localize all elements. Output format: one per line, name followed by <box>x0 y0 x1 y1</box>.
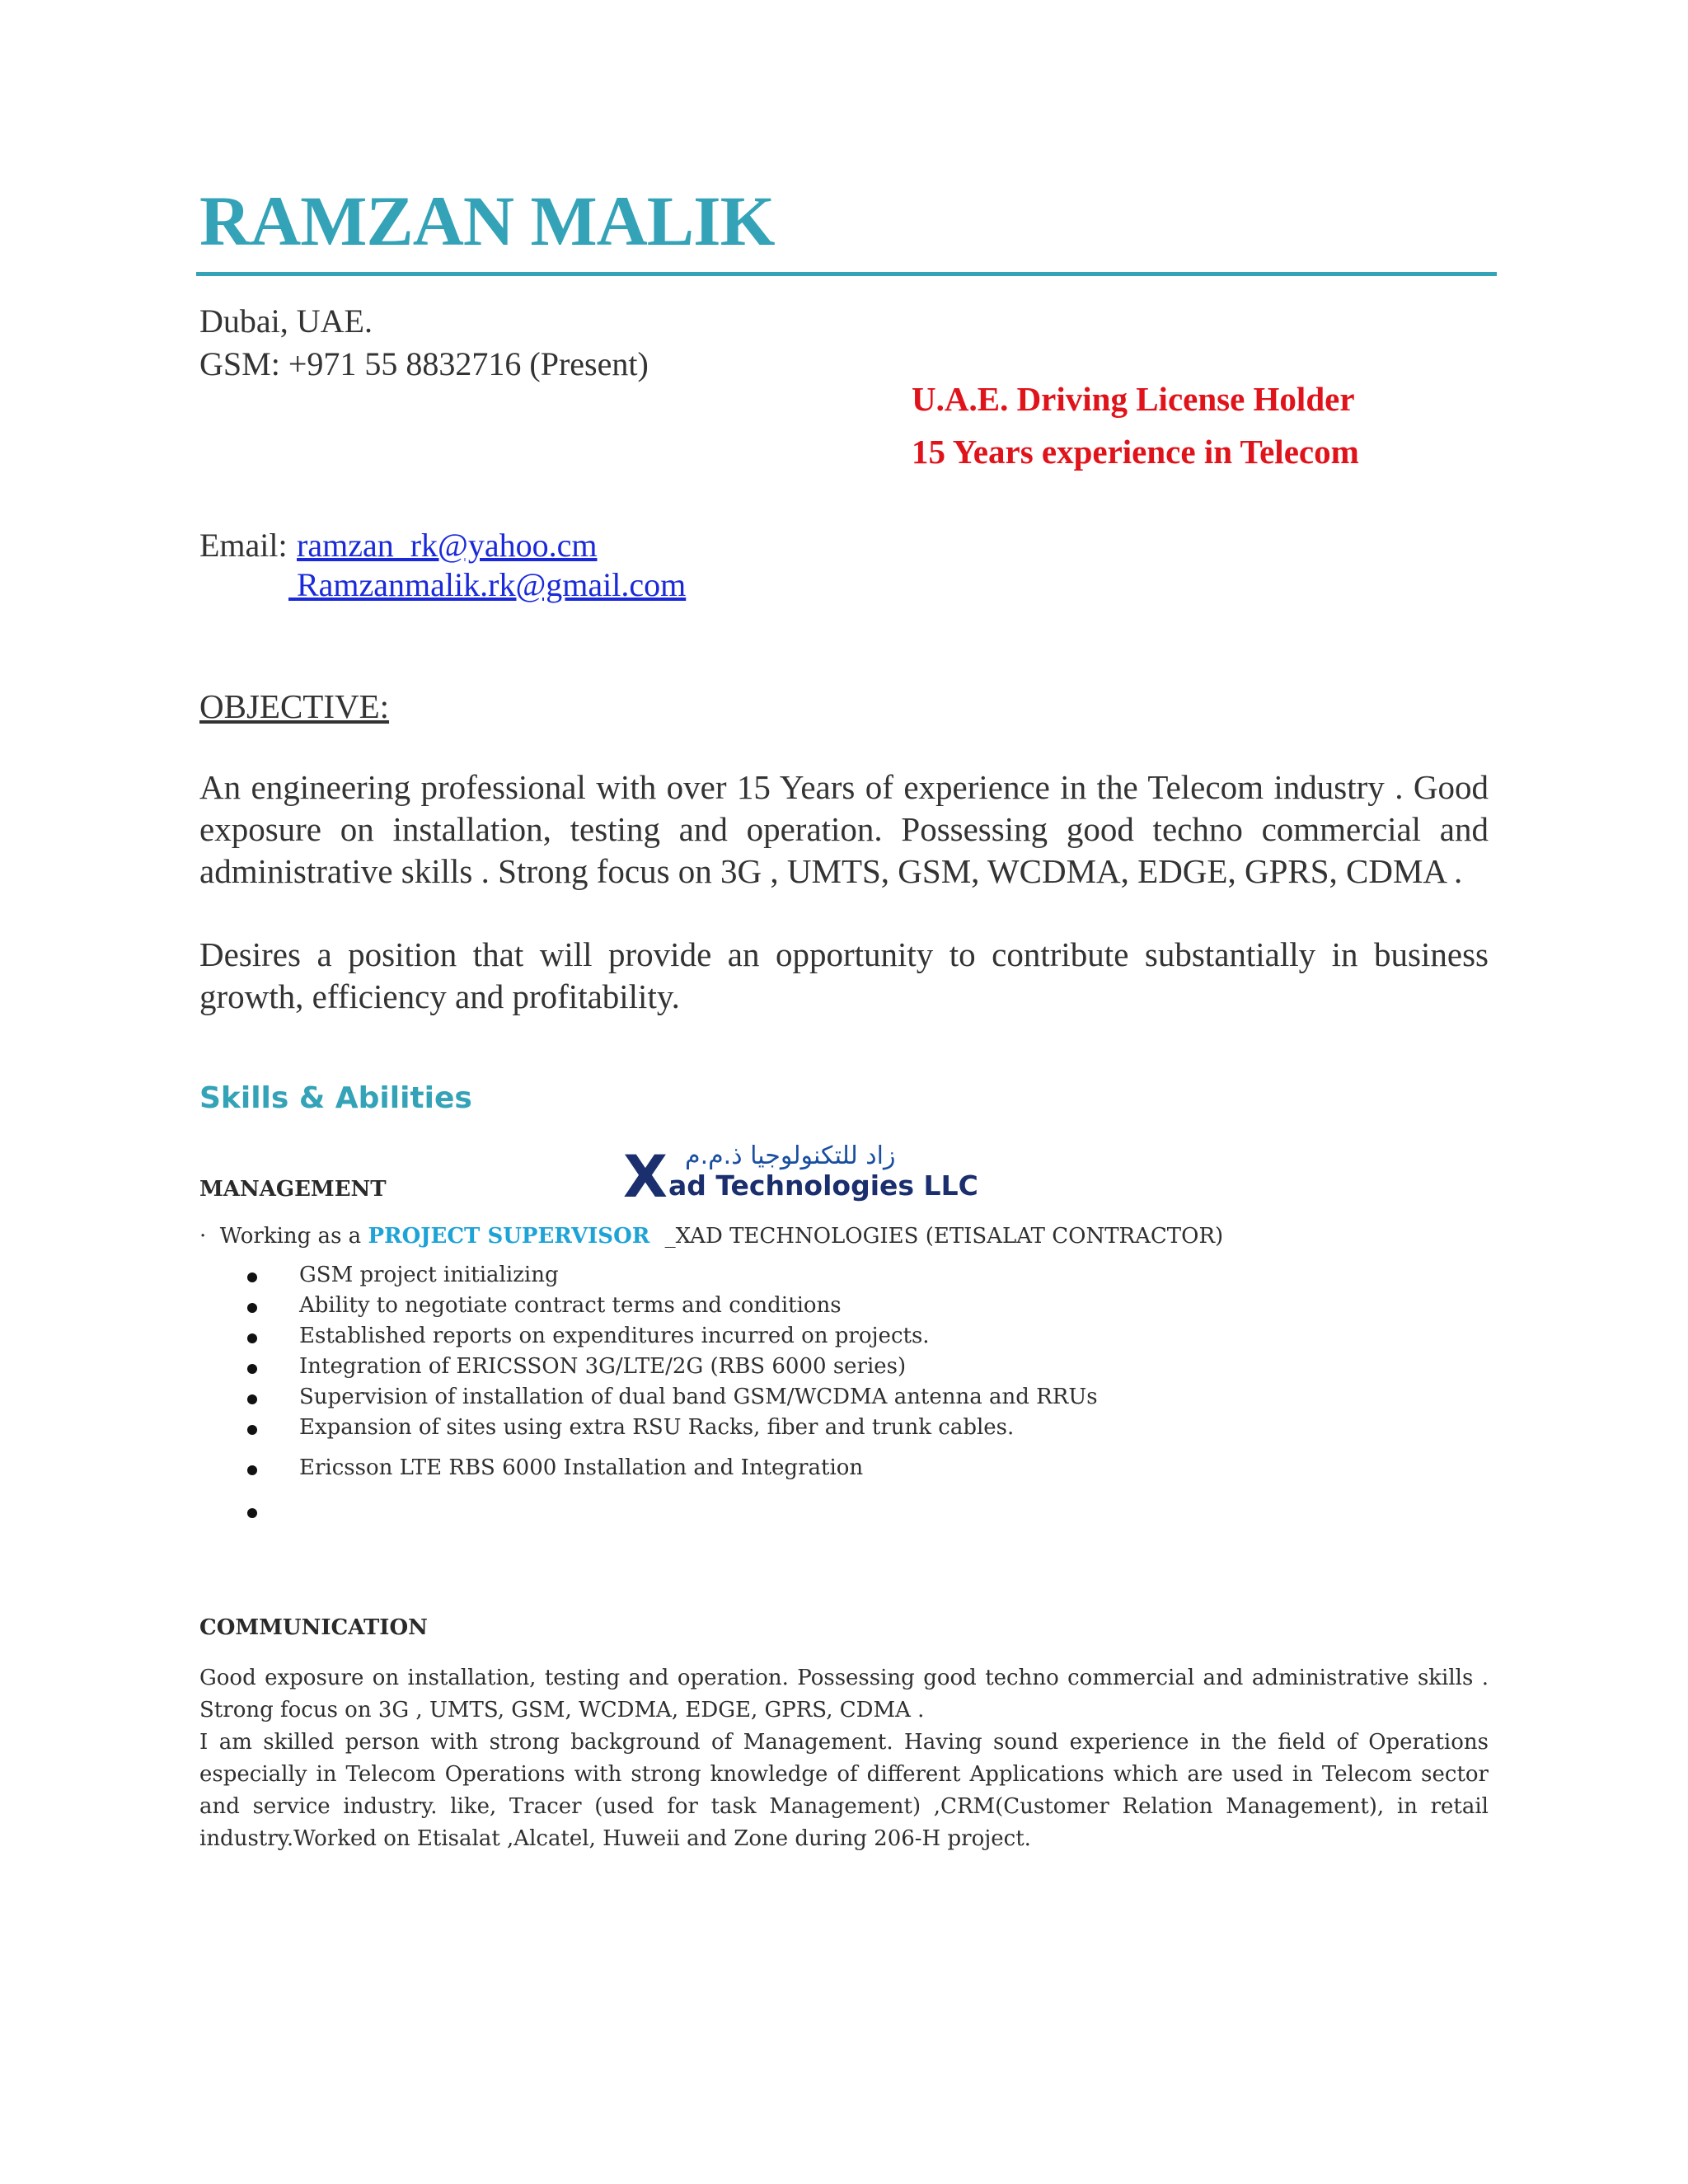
management-heading: MANAGEMENT <box>199 1177 387 1202</box>
skills-heading: Skills & Abilities <box>199 1081 472 1115</box>
current-role-line <box>199 1224 1223 1249</box>
logo-english-text: ad Technologies LLC <box>668 1169 978 1202</box>
objective-heading: OBJECTIVE: <box>199 687 390 725</box>
communication-text <box>199 1662 1489 1855</box>
list-item: Supervision of installation of dual band GSM/WCDMA antenna and RRUs <box>247 1385 1098 1415</box>
list-item: Expansion of sites using extra RSU Racks, fiber and trunk cables. <box>247 1415 1098 1455</box>
email-label: Email: <box>199 527 288 564</box>
communication-heading: COMMUNICATION <box>199 1615 428 1640</box>
logo-x-mark: X <box>623 1143 668 1211</box>
logo-arabic-text: زاد للتكنولوجيا ذ.م.م <box>685 1141 896 1170</box>
communication-paragraph: Good exposure on installation, testing and operation. Possessing good techno commercial and administrative skills . Strong focus on 3G , UMTS, GSM, WCDMA, EDGE, GPRS, CDMA . <box>199 1666 1489 1722</box>
header-divider <box>196 272 1497 276</box>
xad-technologies-logo <box>623 1139 978 1211</box>
list-item: Integration of ERICSSON 3G/LTE/2G (RBS 6000 series) <box>247 1354 1098 1385</box>
list-item: Ericsson LTE RBS 6000 Installation and Integration <box>247 1455 1098 1498</box>
role-company: _XAD TECHNOLOGIES (ETISALAT CONTRACTOR) <box>664 1224 1224 1249</box>
list-item <box>247 1498 1098 1529</box>
communication-background-paragraph: I am skilled person with strong background of Management. Having sound experience in the field of Operations especially in Telecom Operations with strong knowledge of different Applications which are used in Telecom sector and service industry. like, Tracer (used for task Management) ,CRM(Customer Relation Management), in retail industry.Worked on Etisalat ,Alcatel, Huweii and Zone during 206-H project. <box>199 1730 1489 1851</box>
objective-paragraph: An engineering professional with over 15 Years of experience in the Telecom industry . Good exposure on installation, testing and operation. Possessing good techno commercial and administrative skills . Strong focus on 3G , UMTS, GSM, WCDMA, EDGE, GPRS, CDMA . <box>199 768 1489 890</box>
email-link-gmail[interactable]: Ramzanmalik.rk@gmail.com <box>288 566 687 603</box>
license-highlight: U.A.E. Driving License Holder <box>912 380 1355 418</box>
role-bullet: · <box>199 1224 220 1249</box>
objective-goal-paragraph: Desires a position that will provide an opportunity to contribute substantially in business growth, efficiency and profitability. <box>199 935 1489 1015</box>
role-title: PROJECT SUPERVISOR <box>368 1224 650 1249</box>
list-item: Established reports on expenditures incurred on projects. <box>247 1324 1098 1354</box>
email-link-yahoo[interactable]: ramzan_rk@yahoo.cm <box>297 527 598 564</box>
phone-text: GSM: +971 55 8832716 (Present) <box>199 345 649 382</box>
location-text: Dubai, UAE. <box>199 302 373 340</box>
experience-highlight: 15 Years experience in Telecom <box>912 433 1359 471</box>
management-bullet-list <box>247 1263 1098 1529</box>
list-item: GSM project initializing <box>247 1263 1098 1293</box>
list-item: Ability to negotiate contract terms and conditions <box>247 1293 1098 1324</box>
candidate-name: RAMZAN MALIK <box>199 181 775 260</box>
role-prefix: Working as a <box>219 1224 362 1249</box>
